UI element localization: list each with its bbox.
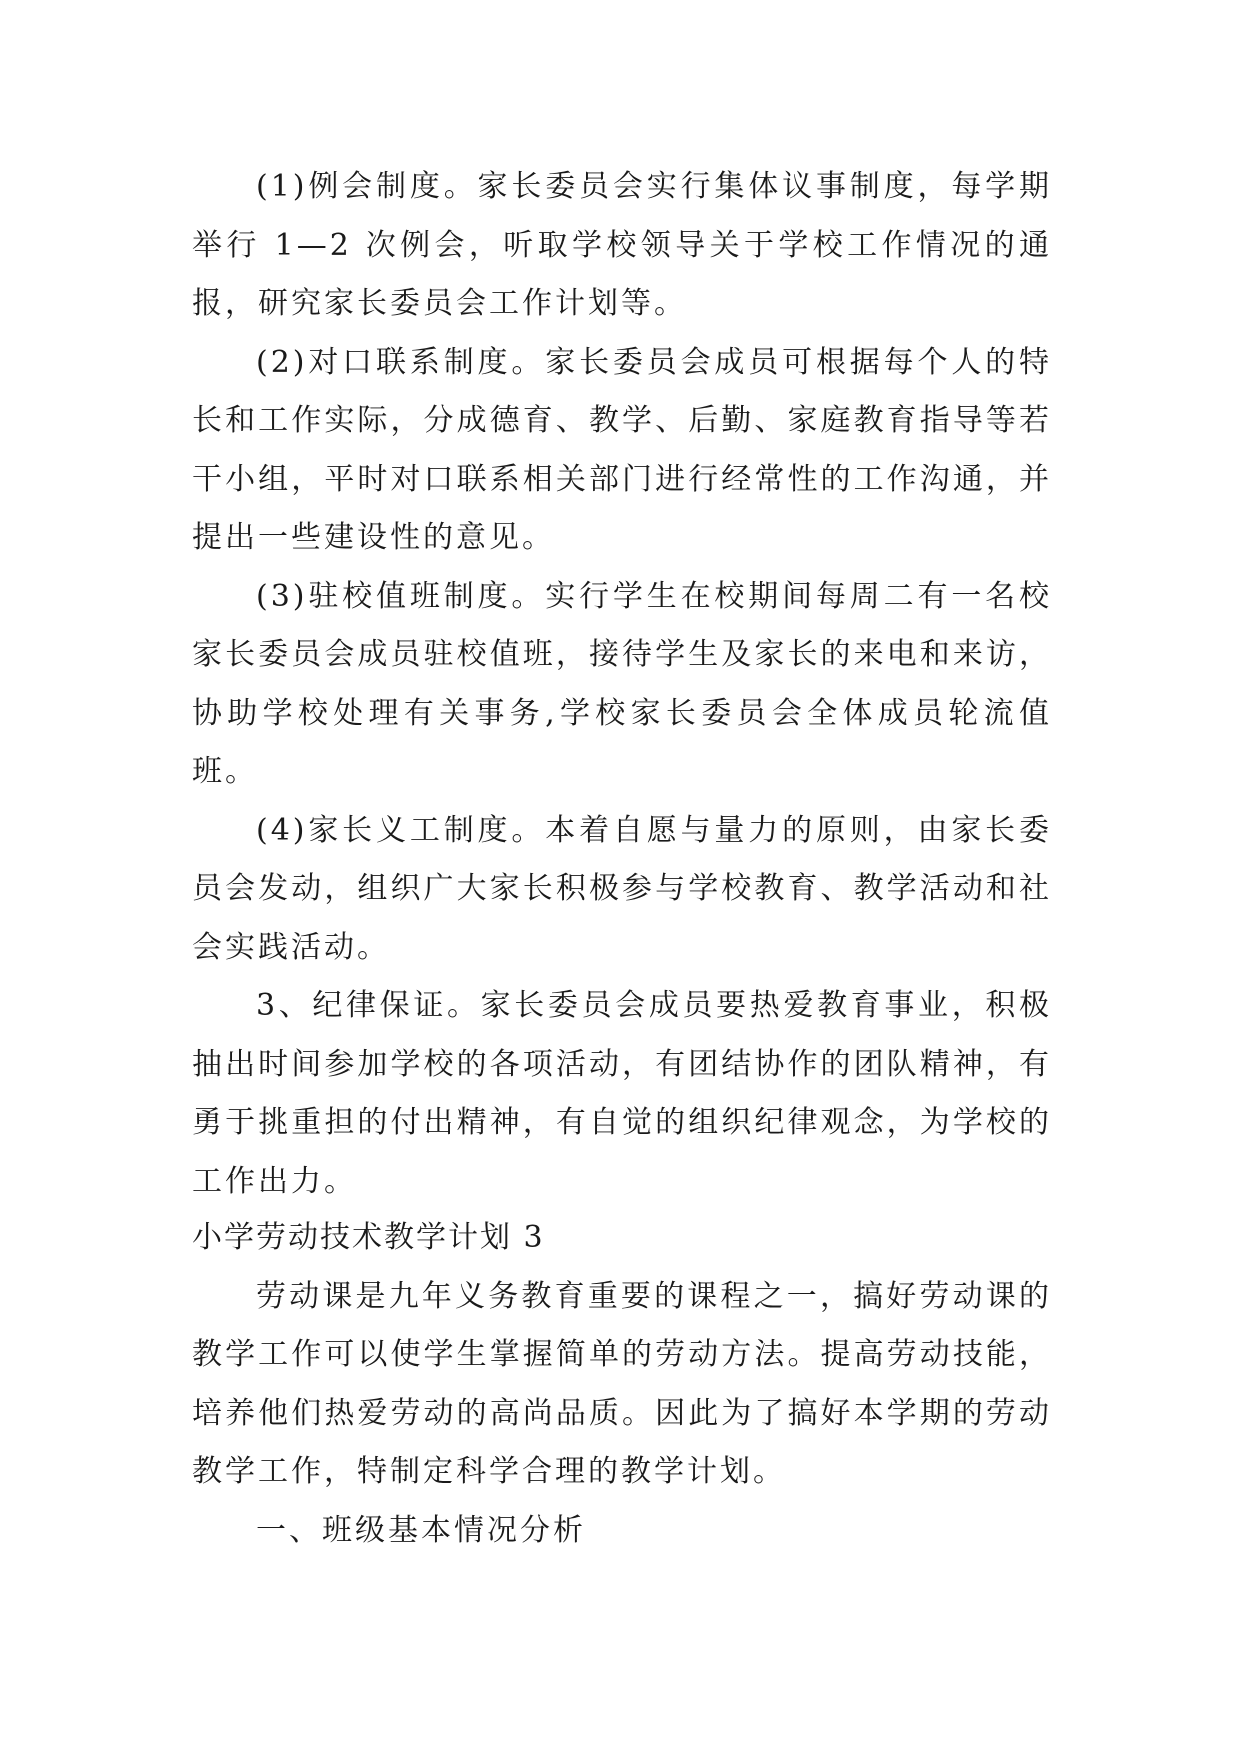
paragraph-intro: 劳动课是九年义务教育重要的课程之一，搞好劳动课的教学工作可以使学生掌握简单的劳动方法。提高劳动技能，培养他们热爱劳动的高尚品质。因此为了搞好本学期的劳动教学工作，特制定科学合理的教学计划。 xyxy=(192,1278,1052,1489)
section-one-text xyxy=(192,158,1052,1211)
paragraph-class-analysis-heading: 一、班级基本情况分析 xyxy=(256,1512,586,1548)
paragraph-liaison-system: (2)对口联系制度。家长委员会成员可根据每个人的特长和工作实际，分成德育、教学、后勤、家庭教育指导等若干小组，平时对口联系相关部门进行经常性的工作沟通，并提出一些建设性的意见。 xyxy=(192,344,1052,555)
paragraph-meeting-system: (1)例会制度。家长委员会实行集体议事制度，每学期举行 1—2 次例会，听取学校领导关于学校工作情况的通报，研究家长委员会工作计划等。 xyxy=(192,169,1052,321)
section-title: 小学劳动技术教学计划 3 xyxy=(192,1220,545,1255)
paragraph-volunteer-system: (4)家长义工制度。本着自愿与量力的原则，由家长委员会发动，组织广大家长积极参与学校教育、教学活动和社会实践活动。 xyxy=(192,812,1052,965)
paragraph-discipline: 3、纪律保证。家长委员会成员要热爱教育事业，积极抽出时间参加学校的各项活动，有团结协作的团队精神，有勇于挑重担的付出精神，有自觉的组织纪律观念，为学校的工作出力。 xyxy=(192,988,1052,1199)
section-two-text xyxy=(192,1209,1052,1560)
paragraph-duty-system: (3)驻校值班制度。实行学生在校期间每周二有一名校家长委员会成员驻校值班，接待学生及家长的来电和来访，协助学校处理有关事务,学校家长委员会全体成员轮流值班。 xyxy=(192,578,1052,789)
